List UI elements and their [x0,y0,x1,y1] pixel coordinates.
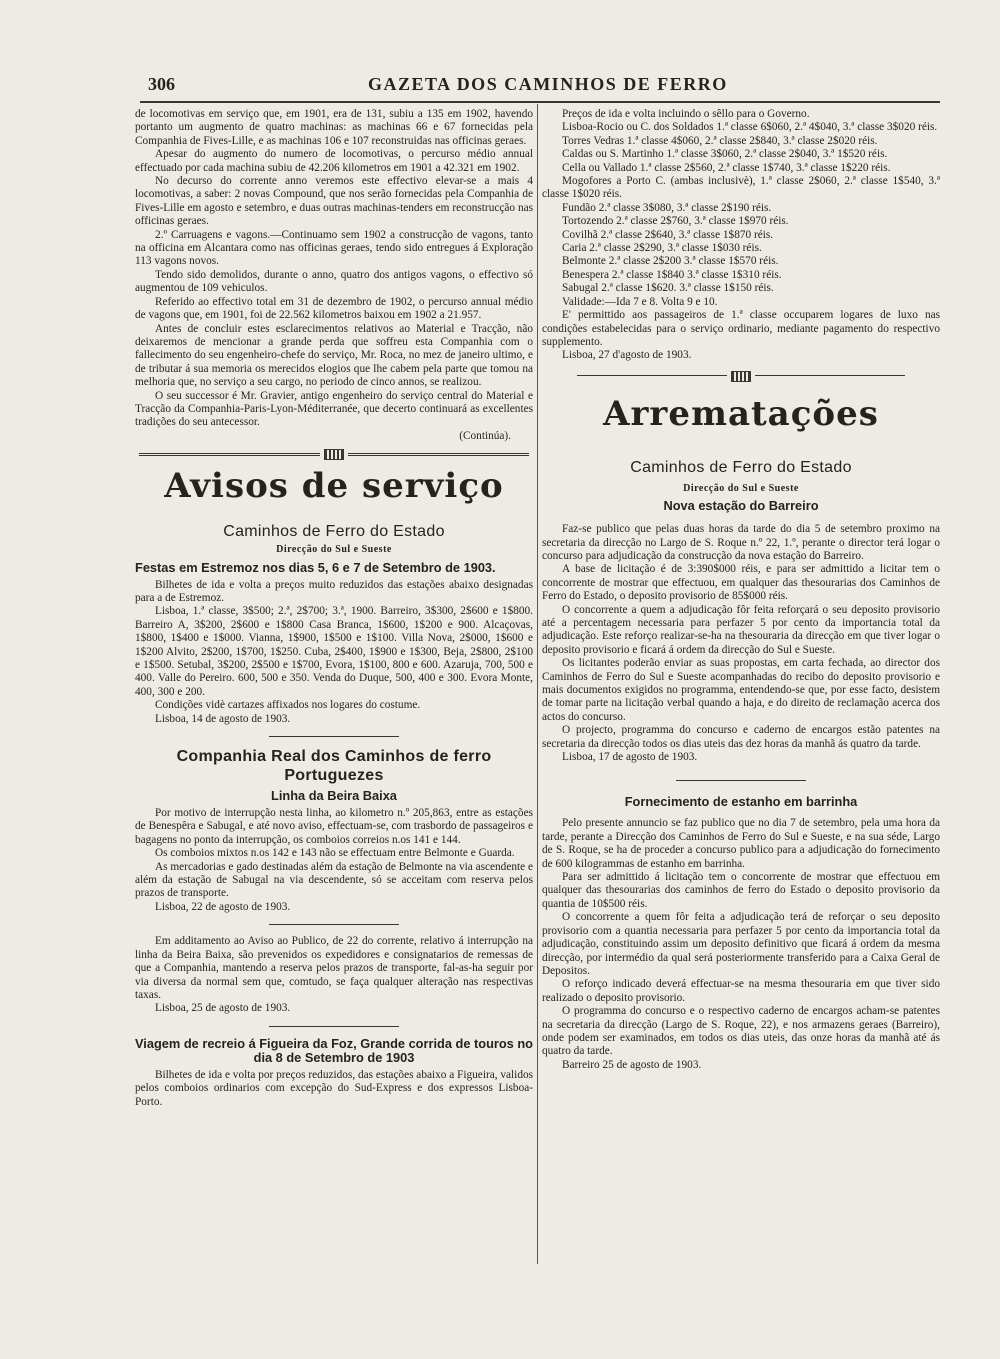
notice-paragraph: O programma do concurso e o respectivo caderno de encargos acham-se patentes na secretaria da direcção (Largo de S. Roque, 22), e nos armazens geraes (Barreiro), onde podem ser examinados, em todos os dias uteis, das onze horas da manhã até ás quatro da tarde. [542,1005,940,1058]
direction-subheading: Direcção do Sul e Sueste [683,482,799,494]
notice-title: Viagem de recreio á Figueira da Foz, Grande corrida de touros no dia 8 de Setembro de 1903 [135,1035,533,1065]
locomotive-ornament-icon [731,371,751,382]
running-title: GAZETA DOS CAMINHOS DE FERRO [368,74,728,94]
article-paragraph: de locomotivas em serviço que, em 1901, era de 131, subiu a 135 em 1902, havendo portanto um augmento de quatro machinas: as machinas 66 e 67 fornecidas pela Companhia de Fives-Lille, e as machinas 106 e 107 reconstruidas nas officinas geraes. [135,108,533,147]
arrematacoes-section-title: Arrematações [603,393,879,434]
notice-date: Lisboa, 22 de agosto de 1903. [155,900,291,913]
article-paragraph: 2.º Carruagens e vagons.—Continuamo sem 1902 a construcção de vagons, tanto na officina em Alcantara como nas officinas geraes, tendo sido entregues á Exploração 113 vagons novos. [135,228,533,268]
notice-paragraph: Lisboa, 1.ª classe, 3$500; 2.ª, 2$700; 3.ª, 1900. Barreiro, 3$300, 2$600 e 1$800. Barreiro A, 3$200, 2$600 e 1$800 Casa Branca, 1$600, 1$200 e 900. Alcaçovas, 1$800, 1$400 e 1$000. Vianna, 1$900, 1$500 e 1$100. Villa Nova, 2$000, 1$600 e 1$200 Alvito, 2$200, 1$700, 1$250. Cuba, 2$400, 1$900 e 1$300, Beja, 2$800, 2$100 e 1$500. Setubal, 3$200, 2$500 e 1$700, Evora, 1$100, 800 e 600. Azaruja, 700, 500 e 400. Valle do Pereiro. 600, 500 e 350. Venda do Duque, 500, 400 e 300. Evora Monte, 400, 300 e 200. [135,605,533,698]
notice-paragraph: As mercadorias e gado destinadas além da estação de Belmonte na via ascendente e além da estação de Sabugal na via descendente, só se acceitam com reserva pelos prazos de transporte. [135,860,533,900]
notice-paragraph: Bilhetes de ida e volta por preços reduzidos, das estações abaixo a Figueira, validos pelos comboios ordinarios com excepção do Sud-Express e dos expressos Lisboa-Porto. [135,1068,534,1108]
price-line: Tortozendo 2.ª classe 2$760, 3.ª classe 1$970 réis. [562,215,789,228]
price-line: Torres Vedras 1.ª classe 4$060, 2.ª classe 2$840, 3.ª classe 2$020 réis. [562,134,878,147]
article-paragraph: No decurso do corrente anno veremos este effectivo elevar-se a mais 4 locomotivas, a saber: 2 novas Compound, que nos serão fornecidas pela Companhia de Fives-Lille em agosto e setembro, e duas outras machinas-tenders em reconstrucção nas officinas geraes. [135,175,533,228]
continua-note: (Continúa). [459,429,511,442]
short-divider [269,1026,399,1027]
article-paragraph: O seu successor é Mr. Gravier, antigo engenheiro do serviço central do Material e Tracção da Companhia-Paris-Lyon-Méditerranée, que decerto continuará as excellentes tradições do seu antecessor. [135,389,533,429]
notice-paragraph: Para ser admittido á licitação tem o concorrente de mostrar que effectuou em qualquer das thesourarias dos caminhos de ferro do Estado o deposito provisorio da quantia de 10$500 réis. [542,871,940,910]
notice-paragraph: O reforço indicado deverá effectuar-se na mesma thesouraria em que tiver sido realizado o deposito provisorio. [542,978,940,1004]
price-line: Preços de ida e volta incluindo o sêllo para o Governo. [562,108,810,120]
notice-paragraph: Pelo presente annuncio se faz publico que no dia 7 de setembro, pela uma hora da tarde, perante a Direcção dos Caminhos de Ferro do Sul e Sueste, e na sua séde, Largo de S. Roque, se ha de proceder a concurso publico para a adjudicação do fornecimento de 600 kilogrammas de estanho em barrinha. [542,817,940,870]
notice-paragraph: Os licitantes poderão enviar as suas propostas, em carta fechada, ao director dos Caminhos de Ferro do Sul e Sueste acompanhadas do recibo do deposito provisorio e mais documentos exigidos no programma, entendendo-se que, por esse facto, desistem de tomar parte na licitação verbal quando a haja, e do direito de reclamação acerca dos actos do concurso. [542,657,940,723]
header-rule [140,101,940,103]
notice-paragraph: O projecto, programma do concurso e caderno de encargos estão patentes na secretaria da direcção todos os dias uteis das dez horas da manhã ás quatro da tarde. [542,724,940,750]
page-number: 306 [148,74,175,94]
left-column [135,108,533,1109]
direction-subheading: Direcção do Sul e Sueste [276,544,392,556]
price-line: Caldas ou S. Martinho 1.ª classe 3$060, 2.ª classe 2$040, 3.ª 1$520 réis. [562,148,888,161]
article-paragraph: Apesar do augmento do numero de locomotivas, o percurso médio annual effectuado por cada machina subiu de 42.206 kilometros em 1901 a 42.321 em 1902. [135,148,533,174]
price-line: Lisboa-Rocio ou C. dos Soldados 1.ª classe 6$060, 2.ª 4$040, 3.ª classe 3$020 réis. [562,121,938,134]
short-divider [269,736,399,737]
notice-title: Fornecimento de estanho em barrinha [624,794,858,810]
price-line: Caria 2.ª classe 2$290, 3.ª classe 1$030 réis. [562,242,762,255]
article-paragraph: Antes de concluir estes esclarecimentos relativos ao Material e Tracção, não deixaremos de mencionar a grande perda que soffreu esta Companhia com o fallecimento do seu engenheiro-chefe do serviço, Mr. Roca, no mez de janeiro ultimo, e de tributar á sua memoria os merecidos elogios que lhe cabem pela parte que tomou na melhoria que, no serviço a seu cargo, no periodo de cinco annos, se realizou. [135,322,533,389]
price-line: Sabugal 2.ª classe 1$620. 3.ª classe 1$150 réis. [562,282,774,295]
notice-paragraph: Faz-se publico que pelas duas horas da tarde do dia 5 de setembro proximo na secretaria da direcção no Largo de S. Roque n.º 22, 1.º, perante o director terá logar o concurso para adjudicação da construcção da nova estação do Barreiro. [542,523,940,562]
notice-date: Lisboa, 14 de agosto de 1903. [155,712,291,725]
railway-heading: Caminhos de Ferro do Estado [223,523,445,541]
notice-title: Festas em Estremoz nos dias 5, 6 e 7 de Setembro de 1903. [135,559,496,575]
railway-heading: Caminhos de Ferro do Estado [630,458,852,476]
right-column [542,108,940,1072]
page-header [140,72,940,98]
column-divider [537,104,538,1264]
notice-date: Lisboa, 25 de agosto de 1903. [155,1002,291,1015]
notice-title: Nova estação do Barreiro [663,498,819,514]
price-line: Benespera 2.ª classe 1$840 3.ª classe 1$310 réis. [562,268,782,281]
notice-paragraph: Condições vidè cartazes affixados nos logares do costume. [155,699,421,712]
validity-line: Validade:—Ida 7 e 8. Volta 9 e 10. [562,295,718,308]
short-divider [676,780,806,781]
railway-heading: Companhia Real dos Caminhos de ferro Portuguezes [176,748,492,785]
notice-paragraph: Os comboios mixtos n.os 142 e 143 não se effectuam entre Belmonte e Guarda. [155,847,515,860]
price-line: Covilhã 2.ª classe 2$640, 3.ª classe 1$870 réis. [562,228,774,241]
price-line: Cella ou Vallado 1.ª classe 2$560, 2.ª classe 1$740, 3.ª classe 1$220 réis. [562,161,891,174]
notice-paragraph: A base de licitação é de 3:390$000 réis, e para ser admittido a licitar tem o concorrente de mostrar que effectuou, em qualquer das thesourarias dos Caminhos de Ferro do Estado, o deposito provisorio de 85$000 réis. [542,563,940,603]
notice-date: Lisboa, 27 d'agosto de 1903. [562,349,692,362]
notice-paragraph: Em additamento ao Aviso ao Publico, de 22 do corrente, relativo á interrupção na linha da Beira Baixa, são prevenidos os expedidores e consignatarios de remessas de que a Companhia, mantendo a reserva pelos prazos de transporte, fal-as-ha seguir por via diversa da normal sem que, comtudo, se faça qualquer alteração nas respectivas taxas. [135,935,533,1001]
price-line: Fundão 2.ª classe 3$080, 3.ª classe 2$190 réis. [562,201,772,214]
notice-paragraph: O concorrente a quem a adjudicação fôr feita reforçará o seu deposito provisorio até a percentagem necessaria para perfazer 5 por cento da importancia total da adjudicação. Este reforço realizar-se-ha na thesouraria da direcção em que tiver logar o deposito provisorio e ficará á ordem da direcção do Sul e Sueste. [542,603,940,656]
notice-date: Barreiro 25 de agosto de 1903. [562,1058,702,1071]
notice-title: Linha da Beira Baixa [271,788,397,804]
section-divider-ornament [139,449,529,460]
notice-paragraph: E' permittido aos passageiros de 1.ª classe occuparem logares de luxo nas condições estabelecidas para o serviço ordinario, mediante pagamento do respectivo supplemento. [542,309,940,348]
price-line: Mogofores a Porto C. (ambas inclusivè), 1.ª classe 2$060, 2.ª classe 1$540, 3.ª classe 1$020 réis. [542,175,940,201]
price-line: Belmonte 2.ª classe 2$200 3.ª classe 1$570 réis. [562,255,779,268]
notice-date: Lisboa, 17 de agosto de 1903. [562,751,698,764]
short-divider [269,924,399,925]
article-paragraph: Referido ao effectivo total em 31 de dezembro de 1902, o percurso annual médio de vagons que, em 1901, foi de 22.562 kilometros baixou em 1902 a 21.957. [135,295,533,322]
locomotive-ornament-icon [324,449,344,460]
notice-paragraph: O concorrente a quem fôr feita a adjudicação terá de reforçar o seu deposito provisorio com a quantia necessaria para perfazer 5 por cento da importancia total da adjudicação, constituindo assim um deposito definitivo que ficará á ordem da mesma direcção, por intermédio da qual será posteriormente transferido para a Caixa Geral de Depositos. [542,911,940,977]
section-divider-ornament [546,371,936,382]
article-paragraph: Tendo sido demolidos, durante o anno, quatro dos antigos vagons, o effectivo só augmentou de 109 vehiculos. [135,268,533,295]
notice-paragraph: Por motivo de interrupção nesta linha, ao kilometro n.º 205,863, entre as estações de Benespêra e Sabugal, e até novo aviso, effectuam-se, com trasbordo de passageiros e bagagens no ponto da interrupção, os comboios correios n.os 141 e 144. [135,807,533,846]
notice-paragraph: Bilhetes de ida e volta a preços muito reduzidos das estações abaixo designadas para a de Estremoz. [135,578,533,604]
avisos-section-title: Avisos de serviço [164,466,504,507]
